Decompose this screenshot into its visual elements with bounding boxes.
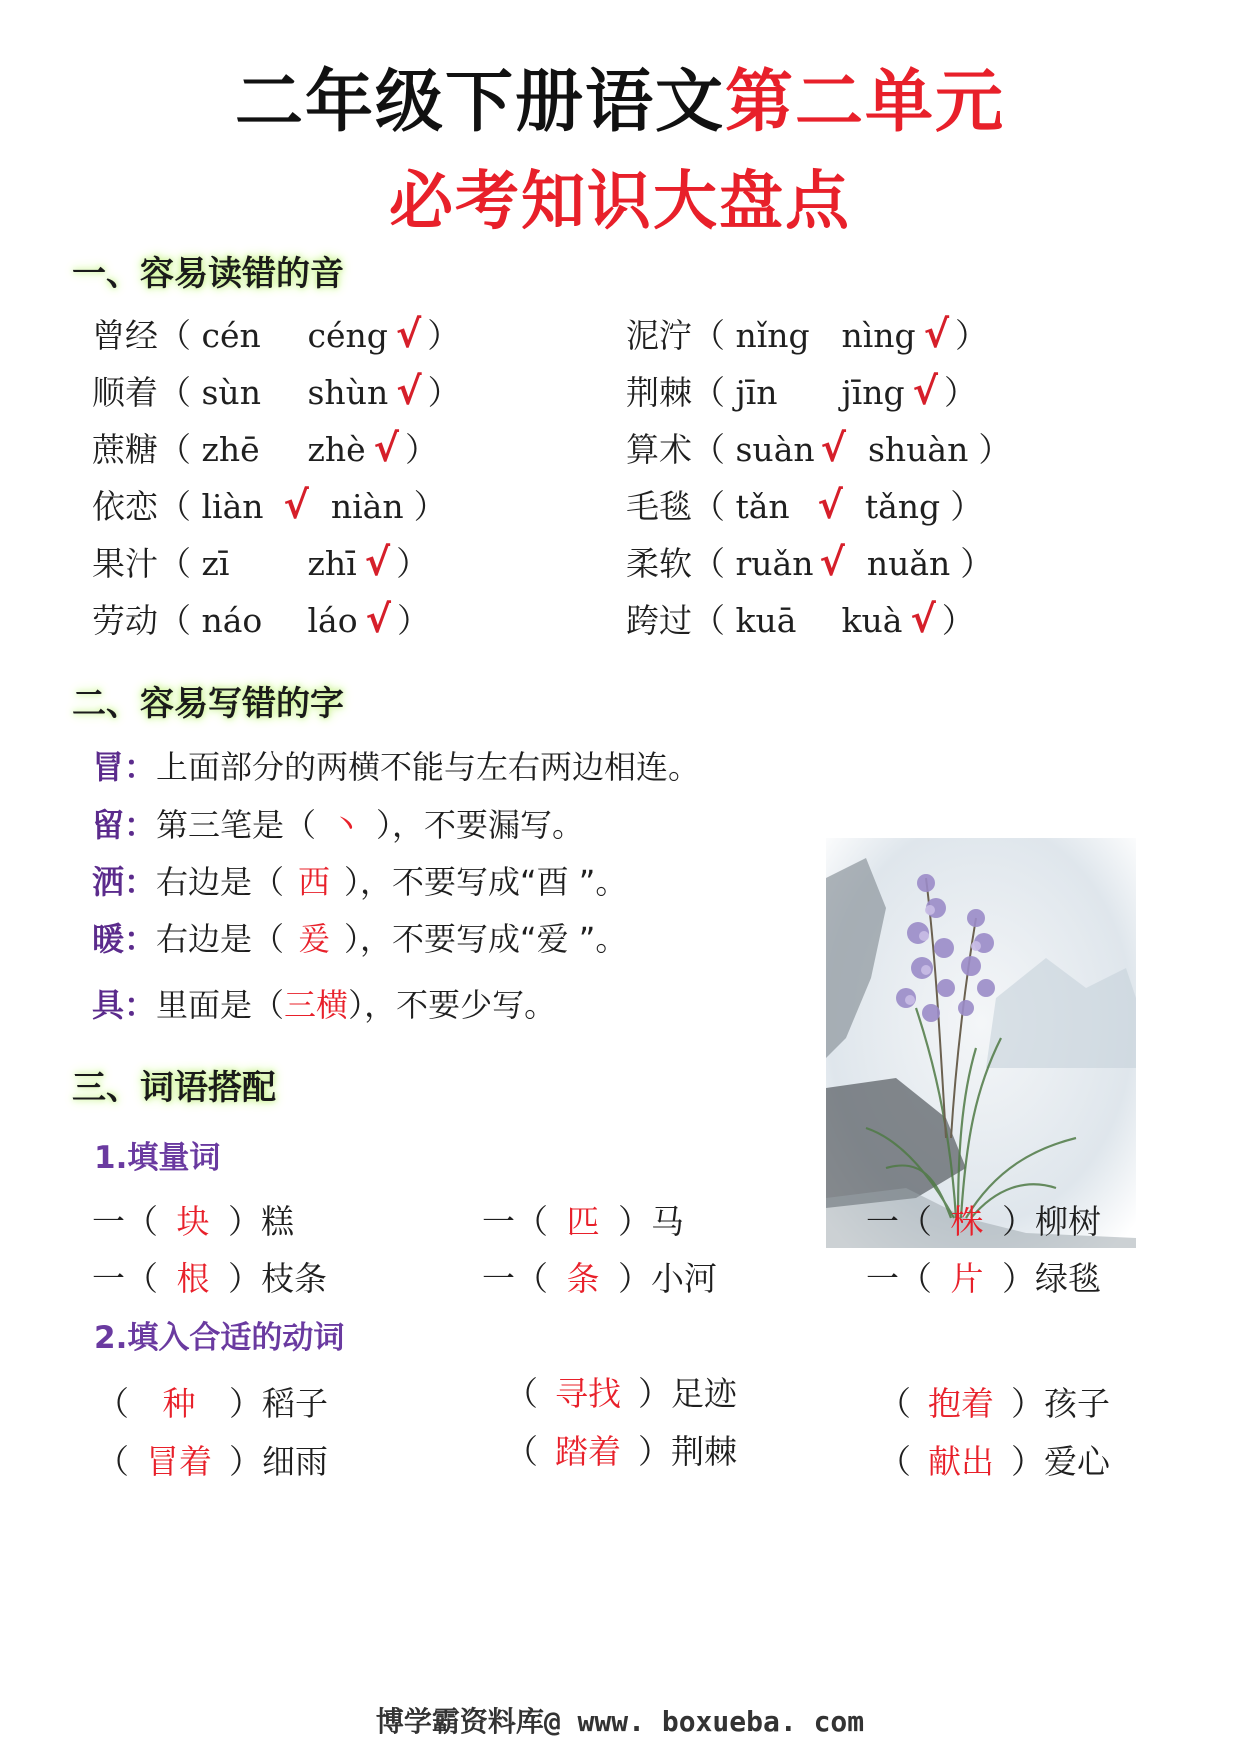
rule-text-after: ），不要漏写。: [376, 806, 585, 844]
pinyin-option-a: zhē: [201, 430, 260, 469]
open-paren: （: [692, 373, 736, 412]
close-paren: ）: [955, 316, 989, 355]
writing-rule-row: [92, 742, 700, 788]
fill-prefix: （: [505, 1374, 538, 1413]
open-paren: （: [692, 544, 736, 583]
word: 依恋: [92, 487, 158, 526]
fill-suffix: ）绿毯: [1002, 1259, 1101, 1298]
pinyin-choice-row: [92, 595, 430, 642]
word: 柔软: [626, 544, 692, 583]
fill-answer: 条: [566, 1259, 600, 1298]
section2-heading: 二、容易写错的字: [72, 684, 344, 724]
pinyin-choice-row: [626, 538, 993, 585]
rule-character: 具: [92, 986, 125, 1024]
open-paren: （: [158, 373, 202, 412]
verb-subheading: 2.填入合适的动词: [94, 1320, 345, 1356]
section3-heading: 三、词语搭配: [72, 1068, 276, 1108]
rule-character: 冒: [92, 748, 125, 786]
close-paren: ）: [427, 316, 461, 355]
check-mark-icon: √: [817, 483, 843, 527]
pinyin-option-a: jīn: [735, 373, 778, 412]
fill-answer: 根: [176, 1259, 210, 1298]
word: 毛毯: [626, 487, 692, 526]
fill-blank-item: [866, 1196, 1101, 1243]
check-mark-icon: √: [373, 426, 400, 470]
writing-rule-row: [92, 914, 627, 960]
pinyin-option-b: tǎng: [864, 487, 941, 526]
word: 泥泞: [626, 316, 692, 355]
rule-colon: ：: [124, 806, 157, 844]
close-paren: ）: [413, 487, 447, 526]
open-paren: （: [158, 544, 202, 583]
close-paren: ）: [941, 601, 975, 640]
pinyin-choice-row: [626, 367, 977, 414]
pinyin-option-a: zī: [201, 544, 230, 583]
pinyin-option-b: láo: [307, 601, 358, 640]
pinyin-option-b: jīng: [841, 373, 905, 412]
word: 顺着: [92, 373, 158, 412]
fill-prefix: 一（: [866, 1259, 932, 1298]
pinyin-option-b: niàn: [330, 487, 404, 526]
pinyin-option-b: kuà: [841, 601, 903, 640]
fill-suffix: ）马: [618, 1202, 684, 1241]
fill-blank-item: [92, 1196, 294, 1243]
writing-rule-row: [92, 980, 556, 1026]
pinyin-choice-row: [92, 424, 438, 471]
rule-colon: ：: [124, 748, 157, 786]
pinyin-choice-row: [626, 481, 983, 528]
pinyin-choice-row: [626, 424, 1011, 471]
fill-prefix: （: [878, 1442, 911, 1481]
fill-prefix: 一（: [866, 1202, 932, 1241]
pinyin-option-a: suàn: [735, 430, 815, 469]
check-mark-icon: √: [923, 312, 950, 356]
check-mark-icon: √: [365, 597, 391, 641]
pinyin-option-b: zhè: [307, 430, 366, 469]
fill-suffix: ）枝条: [228, 1259, 327, 1298]
orchid-painting-image: [826, 838, 1136, 1248]
open-paren: （: [158, 430, 202, 469]
fill-suffix: ）孩子: [1011, 1384, 1110, 1423]
rule-answer: 丶: [330, 806, 363, 844]
fill-prefix: 一（: [482, 1202, 548, 1241]
fill-blank-item: [96, 1378, 328, 1425]
rule-text-before: 里面是（: [156, 986, 285, 1024]
fill-blank-item: [505, 1426, 737, 1473]
fill-answer: 寻找: [555, 1374, 621, 1413]
check-mark-icon: √: [819, 540, 845, 584]
pinyin-option-b: shuàn: [867, 430, 969, 469]
rule-text-before: 上面部分的两横不能与左右两边相连。: [156, 748, 701, 786]
pinyin-option-b: nìng: [841, 316, 916, 355]
check-mark-icon: √: [364, 540, 391, 584]
rule-colon: ：: [124, 920, 157, 958]
pinyin-choice-row: [92, 481, 447, 528]
open-paren: （: [692, 487, 736, 526]
footer-watermark: 博学霸资料库@ www. boxueba. com: [375, 1705, 865, 1738]
rule-character: 暖: [92, 920, 125, 958]
fill-answer: 片: [950, 1259, 984, 1298]
pinyin-choice-row: [626, 310, 988, 357]
fill-suffix: ）稻子: [229, 1384, 328, 1423]
fill-answer: 种: [162, 1384, 196, 1423]
writing-rule-row: [92, 800, 584, 846]
word: 算术: [626, 430, 692, 469]
fill-blank-item: [482, 1253, 717, 1300]
title-part2: 第二单元: [725, 63, 1006, 142]
rule-text-after: ），不要写成“爱 ”。: [344, 920, 628, 958]
word: 荆棘: [626, 373, 692, 412]
pinyin-choice-row: [626, 595, 975, 642]
fill-blank-item: [505, 1368, 737, 1415]
fill-prefix: 一（: [482, 1259, 548, 1298]
rule-answer: 三横: [284, 986, 349, 1024]
fill-suffix: ）糕: [228, 1202, 294, 1241]
pinyin-option-a: liàn: [201, 487, 264, 526]
rule-text-before: 右边是（: [156, 920, 285, 958]
pinyin-option-a: kuā: [735, 601, 797, 640]
open-paren: （: [692, 430, 736, 469]
check-mark-icon: √: [283, 483, 309, 527]
rule-answer: 爰: [298, 920, 331, 958]
fill-suffix: ）爱心: [1011, 1442, 1110, 1481]
rule-text-after: ），不要少写。: [348, 986, 557, 1024]
pinyin-option-a: cén: [201, 316, 261, 355]
pinyin-option-b: zhī: [307, 544, 357, 583]
close-paren: ）: [960, 544, 994, 583]
open-paren: （: [692, 601, 736, 640]
check-mark-icon: √: [396, 369, 422, 413]
check-mark-icon: √: [910, 597, 936, 641]
close-paren: ）: [396, 601, 430, 640]
fill-suffix: ）柳树: [1002, 1202, 1101, 1241]
fill-answer: 踏着: [555, 1432, 621, 1471]
close-paren: ）: [427, 373, 461, 412]
close-paren: ）: [396, 544, 430, 583]
pinyin-option-b: shùn: [307, 373, 389, 412]
rule-answer: 西: [298, 863, 331, 901]
open-paren: （: [158, 601, 202, 640]
pinyin-option-b: nuǎn: [866, 544, 951, 583]
fill-suffix: ）荆棘: [638, 1432, 737, 1471]
fill-answer: 献出: [928, 1442, 994, 1481]
close-paren: ）: [950, 487, 984, 526]
word: 曾经: [92, 316, 158, 355]
title-part1: 二年级下册语文: [234, 63, 725, 142]
rule-colon: ：: [124, 986, 157, 1024]
pinyin-choice-row: [92, 538, 429, 585]
pinyin-choice-row: [92, 310, 460, 357]
fill-prefix: （: [505, 1432, 538, 1471]
word: 劳动: [92, 601, 158, 640]
fill-answer: 冒着: [146, 1442, 212, 1481]
fill-suffix: ）足迹: [638, 1374, 737, 1413]
rule-colon: ：: [124, 863, 157, 901]
fill-blank-item: [92, 1253, 327, 1300]
page-subtitle: 必考知识大盘点: [389, 165, 851, 239]
open-paren: （: [692, 316, 736, 355]
measure-word-subheading: 1.填量词: [94, 1140, 221, 1176]
word: 蔗糖: [92, 430, 158, 469]
fill-suffix: ）细雨: [229, 1442, 328, 1481]
open-paren: （: [158, 316, 202, 355]
check-mark-icon: √: [395, 312, 422, 356]
pinyin-option-a: ruǎn: [735, 544, 814, 583]
fill-prefix: 一（: [92, 1202, 158, 1241]
pinyin-option-a: tǎn: [735, 487, 790, 526]
rule-text-before: 右边是（: [156, 863, 285, 901]
close-paren: ）: [405, 430, 439, 469]
close-paren: ）: [978, 430, 1012, 469]
fill-answer: 匹: [566, 1202, 600, 1241]
open-paren: （: [158, 487, 202, 526]
pinyin-choice-row: [92, 367, 461, 414]
fill-prefix: （: [96, 1384, 129, 1423]
writing-rule-row: [92, 857, 627, 903]
fill-prefix: （: [878, 1384, 911, 1423]
fill-answer: 块: [176, 1202, 210, 1241]
fill-blank-item: [96, 1436, 328, 1483]
fill-blank-item: [482, 1196, 684, 1243]
fill-prefix: 一（: [92, 1259, 158, 1298]
pinyin-option-b: céng: [307, 316, 388, 355]
pinyin-option-a: sùn: [201, 373, 261, 412]
fill-answer: 株: [950, 1202, 984, 1241]
pinyin-option-a: nǐng: [735, 316, 810, 355]
fill-suffix: ）小河: [618, 1259, 717, 1298]
rule-character: 留: [92, 806, 125, 844]
section1-heading: 一、容易读错的音: [72, 254, 344, 294]
pinyin-option-a: náo: [201, 601, 263, 640]
fill-blank-item: [866, 1253, 1101, 1300]
rule-text-after: ），不要写成“酉 ”。: [344, 863, 628, 901]
check-mark-icon: √: [820, 426, 846, 470]
close-paren: ）: [944, 373, 978, 412]
fill-prefix: （: [96, 1442, 129, 1481]
word: 跨过: [626, 601, 692, 640]
fill-blank-item: [878, 1378, 1110, 1425]
word: 果汁: [92, 544, 158, 583]
fill-blank-item: [878, 1436, 1110, 1483]
page-title: [0, 48, 1240, 145]
rule-character: 洒: [92, 863, 125, 901]
rule-text-before: 第三笔是（: [156, 806, 317, 844]
fill-answer: 抱着: [928, 1384, 994, 1423]
check-mark-icon: √: [912, 369, 939, 413]
